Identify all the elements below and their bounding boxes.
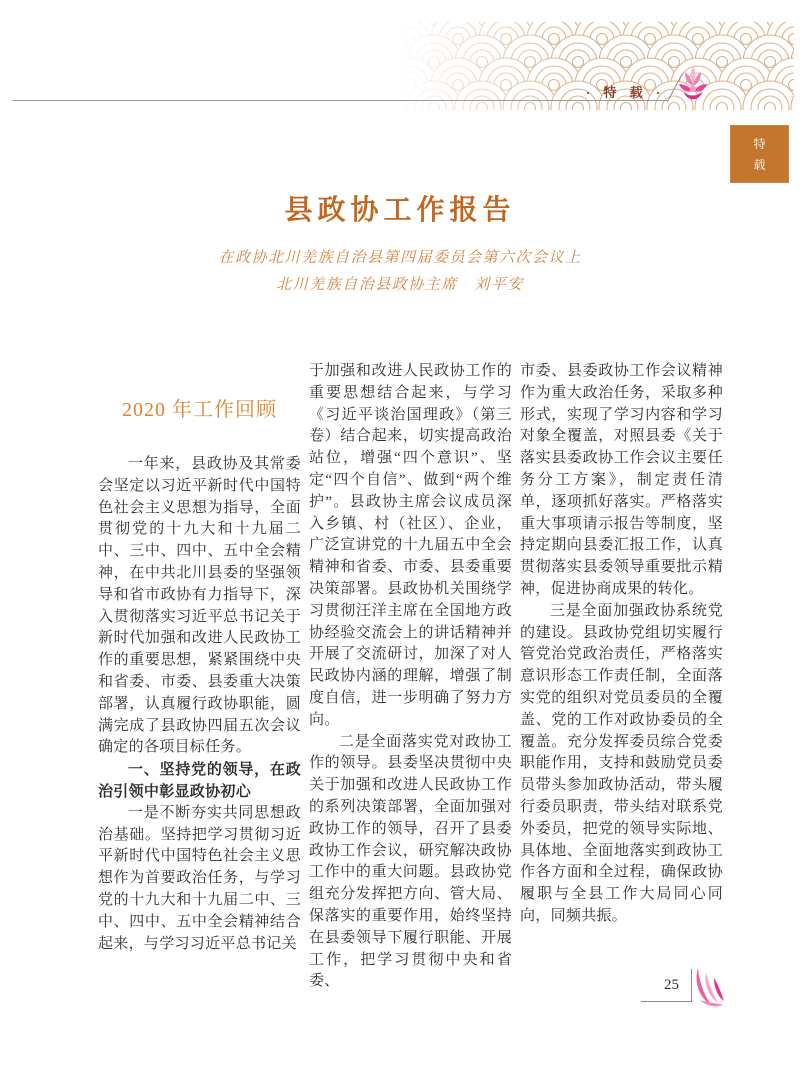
subtitle-author: 北川羌族自治县政协主席 刘平安 [276, 277, 524, 293]
article-columns [98, 361, 722, 993]
page-number-value: 25 [664, 976, 679, 993]
header-section-label: · 特 载 · [585, 85, 666, 100]
paragraph: 三是全面加强政协系统党的建设。县政协党组切实履行管党治党政治责任，严格落实意识形态工作责任制，全面落实党的组织对党员委员的全覆盖、党的工作对政协委员的全覆盖。充分发挥委员综合党委职能作用，支持和鼓励党员委员带头参加政协活动，带头履行委员职责，带头结对联系党外委员，把党的领导实际地、具体地、全面地落实到政协工作各方面和全过程，确保政协履职与全县工作大局同心同向，同频共振。 [520, 602, 723, 924]
lotus-flower-icon [676, 64, 710, 104]
side-tab-char: 特 [753, 136, 766, 151]
page-title: 县政协工作报告 [284, 195, 516, 226]
side-tab-char: 载 [753, 157, 766, 172]
page-number [641, 969, 692, 1002]
section-heading-2020-review: 2020 年工作回顾 [122, 399, 277, 421]
subheading-part-one: 一、坚持党的领导，在政治引领中彰显政协初心 [98, 761, 301, 800]
paragraph: 市委、县委政协工作会议精神作为重大政治任务，采取多种形式，实现了学习内容和学习对象全覆盖，对照县委《关于落实县委政协工作会议主要任务分工方案》，制定责任清单，逐项抓好落实。严格落实重大事项请示报告等制度，坚持定期向县委汇报工作，认真贯彻落实县委领导重要批示精神，促进协商成果的转化。 [520, 363, 723, 597]
subtitle-occasion: 在政协北川羌族自治县第四届委员会第六次会议上 [218, 250, 582, 266]
column-1 [98, 361, 301, 993]
header-divider-line [12, 100, 668, 101]
column-3 [520, 361, 723, 993]
paragraph: 一是不断夯实共同思想政治基础。坚持把学习贯彻习近平新时代中国特色社会主义思想作为首要政治任务，与学习党的十九大和十九届二中、三中、四中、五中全会精神结合起来，与学习习近平总书记关 [98, 804, 301, 952]
paragraph: 二是全面落实党对政协工作的领导。县委坚决贯彻中央关于加强和改进人民政协工作的系列决策部署，全面加强对政协工作的领导，召开了县委政协工作会议，研究解决政协工作中的重大问题。县政协党组充分发挥把方向、管大局、保落实的重要作用，始终坚持在县委领导下履行职能、开展工作，把学习贯彻中央和省委、 [309, 733, 512, 990]
column-2 [309, 361, 512, 993]
side-tab-special-feature[interactable] [730, 125, 789, 183]
paragraph: 于加强和改进人民政协工作的重要思想结合起来，与学习《习近平谈治国理政》（第三卷）结合起来，切实提高政治站位，增强“四个意识”、坚定“四个自信”、做到“两个维护”。县政协主席会议成员深入乡镇、村（社区）、企业，广泛宣讲党的十九届五中全会精神和省委、市委、县委重要决策部署。县政协机关围绕学习贯彻汪洋主席在全国地方政协经验交流会上的讲话精神并开展了交流研讨，加深了对人民政协内涵的理解，增强了制度自信，进一步明确了努力方向。 [309, 363, 512, 728]
paragraph: 一年来，县政协及其常委会坚定以习近平新时代中国特色社会主义思想为指导，全面贯彻党的十九大和十九届二中、三中、四中、五中全会精神，在中共北川县委的坚强领导和省市政协有力指导下，深入贯彻落实习近平总书记关于新时代加强和改进人民政协工作的重要思想，紧紧围绕中央和省委、市委、县委重大决策部署，认真履行政协职能，圆满完成了县政协四届五次会议确定的各项目标任务。 [98, 456, 301, 756]
petal-flower-icon [690, 966, 730, 1010]
